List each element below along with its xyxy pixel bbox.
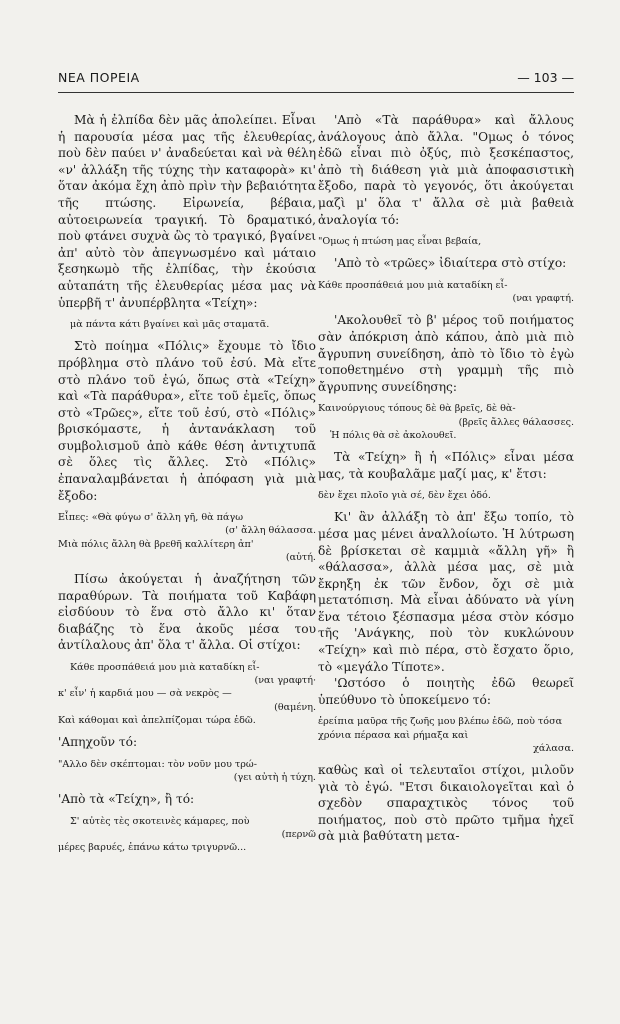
- verse-quote: [318, 489, 574, 502]
- running-header: [58, 70, 574, 93]
- verse-line: (γει αὐτὴ ἡ τύχη.: [233, 771, 316, 783]
- paragraph: Πίσω ἀκούγεται ἡ ἀναζήτηση τῶν παραθύρων. Τὰ ποιήματα τοῦ Καβάφη εἰσδύουν τὸ ἕνα στὸ ἄλλο κι' ὅταν διαβάζης τὸ ἕνα ἀκοῦς μέσα του ἀντίλαλους ἀπ' ὅλα τ' ἄλλα. Οἱ στίχοι:: [58, 572, 316, 653]
- paragraph: Στὸ ποίημα «Πόλις» ἔχουμε τὸ ἴδιο πρόβλημα στὸ πλάνο τοῦ ἐσύ. Μὰ εἴτε στὸ πλάνο τοῦ ἐγώ, ὅπως στὰ «Τείχη» καὶ «Τὰ παράθυρα», εἴτε τοῦ ἐμεῖς, ὅπως στὸ «Τρῶες», εἴτε τοῦ ἐσύ, στὸ «Πόλις» βρισκόμαστε, ἡ ἀντανάκλαση τοῦ συμβολισμοῦ ἀπὸ κάθε θέση ἀντιχτυπᾶ σὲ ὅλες τὶς ἄλλες. Στὸ «Πόλις» ἐπαναλαμβάνεται ἡ ἀπόφαση γιὰ μιὰ ἔξοδο:: [58, 339, 316, 503]
- verse-line: δὲν ἔχει πλοῖο γιὰ σέ, δὲν ἔχει ὁδό.: [318, 490, 491, 502]
- verse-line: μέρες βαρυές, ἐπάνω κάτω τριγυρνῶ...: [58, 842, 247, 854]
- paragraph: 'Απὸ τὰ «Τείχη», ἢ τό:: [58, 792, 195, 807]
- verse-line: ποὺ τόσα χρόνια πέρασα καὶ ρήμαξα καὶ: [318, 716, 563, 741]
- verse-line: (θαμένη.: [274, 701, 316, 713]
- verse-quote: [58, 318, 316, 331]
- page-number: — 103 —: [517, 70, 574, 85]
- verse-line: Εἶπες: «Θὰ φύγω σ' ἄλλη γῆ, θὰ πάγω: [58, 512, 244, 524]
- verse-line: Σ' αὐτὲς τὲς σκοτεινὲς κάμαρες, ποὺ: [70, 815, 250, 827]
- verse-line: (ναι γραφτή·: [254, 675, 316, 687]
- paragraph: Μὰ ἡ ἐλπίδα δὲν μᾶς ἀπολείπει. Εἶναι ἡ παρουσία μέσα μας τῆς ἐλευθερίας, ποὺ δὲν παύει ν' ἀναδεύεται καὶ νὰ θέλη «ν' ἀλλάξη τῆς τύχης τὴν καταφορὰ» κι' ὅταν ἀκόμα ἔχη ἀπὸ πρὶν τὴν βεβαιότητα τῆς πτώσης. Εἰρωνεία, βέβαια, αὐτοειρωνεία τραγική. Τὸ δραματικό, ποὺ φτάνει συχνὰ ὣς τὸ τραγικό, βγαίνει ἀπ' αὐτὸ τὸν ἀπεγνωσμένο καὶ μάταιο ξεσηκωμὸ τῆς ἐλπίδας, τὴν ἑκούσια αὐταπάτη τῆς ἐλευθερίας μέσα μας νὰ ὑπερβῆ τ' ἀνυπέρβλητα «Τείχη»:: [58, 113, 316, 310]
- verse-line: Κάθε προσπάθειά μου μιὰ καταδίκη εἶ-: [70, 662, 260, 674]
- verse-quote: [58, 661, 316, 727]
- paragraph: καθὼς καὶ οἱ τελευταῖοι στίχοι, μιλοῦν γιὰ τὸ ἐγώ. "Ετσι δικαιολογεῖται καὶ ὁ σχεδὸν σπαραχτικὸς τόνος τοῦ ποιήματος, ποὺ στὸ πρῶτο τμῆμα ἠχεῖ σὰ μιὰ βαθύτατη μετα-: [318, 763, 574, 844]
- verse-line: "Ομως ἡ πτώση μας εἶναι βεβαία,: [318, 236, 482, 248]
- paragraph: Κι' ἂν ἀλλάξη τὸ ἀπ' ἔξω τοπίο, τὸ μέσα μας μένει ἀναλλοίωτο. Ἡ λύτρωση δὲ βρίσκεται σὲ καμμιὰ «ἄλλη γῆ» ἢ «θάλασσα», ἀλλὰ μέσα μας, σὲ μιὰ ἔκρηξη ἐκ τῶν ἔνδον, ὄχι σὲ μιὰ μετατόπιση. Μὰ εἶναι ἀδύνατο νὰ γίνη ἕνα τέτοιο ξέσπασμα μέσα στὸν κόσμο τῆς 'Ανάγκης, ποὺ τὸν κυκλώνουν «Τείχη» καὶ πιὸ πέρα, στὸ ἔσχατο ὅριο, τὸ «μεγάλο Τίποτε».: [318, 510, 574, 674]
- verse-line: Καὶ κάθομαι καὶ ἀπελπίζομαι τώρα ἐδῶ.: [58, 714, 256, 726]
- verse-quote: [318, 235, 574, 248]
- right-column: [318, 112, 574, 845]
- paragraph: 'Ωστόσο ὁ ποιητὴς ἐδῶ θεωρεῖ ὑπεύθυνο τὸ ὑποκείμενο τό:: [318, 676, 574, 707]
- paragraph: Τὰ «Τείχη» ἢ ἡ «Πόλις» εἶναι μέσα μας, τὰ κουβαλᾶμε μαζί μας, κ' ἔτσι:: [318, 449, 574, 481]
- verse-line: μὰ πάντα κάτι βγαίνει καὶ μᾶς σταματᾶ.: [70, 319, 270, 331]
- verse-line: (βρεῖς ἄλλες θάλασσες.: [458, 416, 574, 428]
- verse-quote: [318, 279, 574, 305]
- verse-quote: [318, 715, 574, 755]
- verse-line: Ἡ πόλις θὰ σὲ ἀκολουθεῖ.: [330, 429, 457, 441]
- verse-quote: [318, 402, 574, 442]
- verse-line: (αὐτή.: [285, 551, 316, 563]
- verse-line: Καινούργιους τόπους δὲ θὰ βρεῖς, δὲ θὰ-: [318, 403, 516, 415]
- verse-line: "Αλλο δὲν σκέπτομαι: τὸν νοῦν μου τρώ-: [58, 758, 257, 770]
- verse-line: χάλασα.: [533, 742, 574, 754]
- paragraph: 'Απηχοῦν τό:: [58, 735, 138, 750]
- paragraph: 'Απὸ «Τὰ παράθυρα» καὶ ἄλλους ἀνάλογους ἀπὸ ἄλλα. "Ομως ὁ τόνος ἐδῶ εἶναι πιὸ ὀξύς, πιὸ ξεσκέπαστος, ἀπὸ τὴ διάθεση γιὰ μιὰ ἀποφασιστικὴ ἔξοδο, παρὰ τὸ γεγονός, ὅτι ἀκούγεται μαζὶ μ' ὅλα τ' ἄλλα σὲ μιὰ βαθειὰ ἀναλογία τό:: [318, 113, 574, 227]
- verse-line: κ' εἶν' ἡ καρδιά μου — σὰ νεκρὸς —: [58, 688, 232, 700]
- left-column: [58, 112, 316, 861]
- verse-quote: [58, 758, 316, 784]
- journal-title: ΝΕΑ ΠΟΡΕΙΑ: [58, 70, 140, 85]
- verse-line: (σ' ἄλλη θάλασσα.: [225, 525, 316, 537]
- verse-quote: [58, 511, 316, 564]
- paragraph: 'Απὸ τὸ «τρῶες» ἰδιαίτερα στὸ στίχο:: [334, 256, 567, 271]
- paragraph: 'Ακολουθεῖ τὸ β' μέρος τοῦ ποιήματος σὰν ἀπόκριση ἀπὸ κάπου, ἀπὸ μιὰ πιὸ ἄγρυπνη συνείδηση, ἀπὸ τὸ ἴδιο τὸ ἐγὼ τοποθετημένο στὴ γραμμὴ τῆς πιὸ ἄγρυπνης συνείδησης:: [318, 313, 574, 394]
- verse-line: (ναι γραφτή.: [512, 293, 574, 305]
- verse-line: Κάθε προσπάθειά μου μιὰ καταδίκη εἶ-: [318, 279, 508, 291]
- verse-line: ἐρείπια μαῦρα τῆς ζωῆς μου βλέπω ἐδῶ,: [318, 716, 514, 728]
- verse-line: Μιὰ πόλις ἄλλη θὰ βρεθῆ καλλίτερη ἀπ': [58, 538, 254, 550]
- verse-quote: [58, 815, 316, 855]
- verse-line: (περνῶ: [281, 828, 316, 840]
